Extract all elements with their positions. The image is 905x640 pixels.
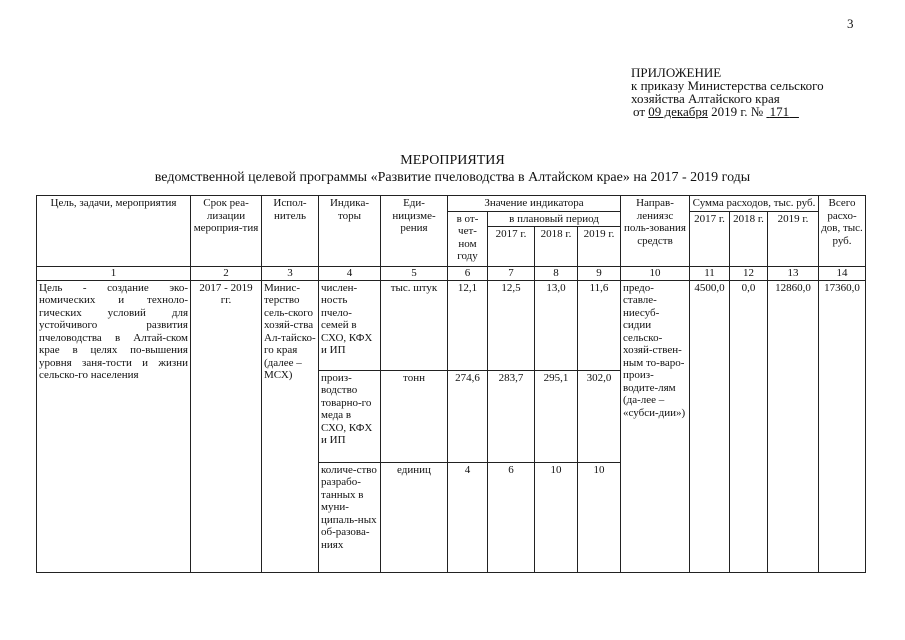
col-number: 2 [191,267,262,281]
indicator-name: числен-ность пчело-семей в СХО, КФХ и ИП [319,280,381,370]
col-number: 13 [768,267,819,281]
indicator-name: произ-водство товарно-го меда в СХО, КФХ и ИП [319,370,381,462]
col-number: 1 [37,267,191,281]
col-number: 5 [381,267,448,281]
header-value-2017: 2017 г. [488,227,535,267]
indicator-unit: тыс. штук [381,280,448,370]
header-reporting-year: в от-чет-ном году [448,211,488,267]
col-number: 10 [621,267,690,281]
appendix-date-line [631,105,824,118]
appendix-line-2: хозяйства Алтайского края [631,91,780,106]
appendix-line-1: к приказу Министерства сельского [631,78,824,93]
header-cost-2017: 2017 г. [690,211,730,267]
page-number: 3 [847,16,854,31]
header-executor: Испол-нитель [262,196,319,267]
indicator-2019: 10 [578,462,621,572]
date-year: 2019 г. № [711,104,764,119]
direction-cell: предо-ставле-ниесуб-сидии сельско-хозяй-ствен-ным то-варо-произ-водите-лям (да-лее – «субси-дии») [621,280,690,572]
indicator-name: количе-ство разрабо-танных в муни-ципаль-ных об-разова-ниях [319,462,381,572]
col-number: 6 [448,267,488,281]
col-number: 4 [319,267,381,281]
cost-2017-cell: 4500,0 [690,280,730,572]
indicator-unit: единиц [381,462,448,572]
cost-2018-cell: 0,0 [730,280,768,572]
header-direction: Направ-лениязс поль-зования средств [621,196,690,267]
document-subtitle: ведомственной целевой программы «Развитие пчеловодства в Алтайском крае» на 2017 - 2019 годы [154,170,751,185]
header-goal: Цель, задачи, мероприятия [37,196,191,267]
date-prefix: от [633,104,646,119]
cost-total-cell: 17360,0 [819,280,866,572]
col-number: 7 [488,267,535,281]
header-cost-2018: 2018 г. [730,211,768,267]
appendix-block [631,66,824,118]
indicator-2017: 6 [488,462,535,572]
document-title: МЕРОПРИЯТИЯ [400,153,505,168]
indicator-2018: 10 [535,462,578,572]
col-number: 8 [535,267,578,281]
order-number: 171 [769,104,790,119]
indicator-2018: 295,1 [535,370,578,462]
header-costs: Сумма расходов, тыс. руб. [690,196,819,212]
header-cost-2019: 2019 г. [768,211,819,267]
header-indicators: Индика-торы [319,196,381,267]
measures-table [36,195,866,573]
header-term: Срок реа-лизации мероприя-тия [191,196,262,267]
header-total: Всего расхо-дов, тыс. руб. [819,196,866,267]
header-value-2019: 2019 г. [578,227,621,267]
executor-cell: Минис-терство сель-ского хозяй-ства Ал-тайско-го края (далее – МСХ) [262,280,319,572]
header-value-2018: 2018 г. [535,227,578,267]
term-cell: 2017 - 2019 гг. [191,280,262,572]
col-number: 11 [690,267,730,281]
header-unit: Еди-ницизме-рения [381,196,448,267]
indicator-reporting: 4 [448,462,488,572]
cost-2019-cell: 12860,0 [768,280,819,572]
indicator-reporting: 12,1 [448,280,488,370]
header-indicator-value: Значение индикатора [448,196,621,212]
date-day-month: 09 декабря [648,104,708,119]
indicator-2019: 302,0 [578,370,621,462]
col-number: 12 [730,267,768,281]
col-number: 14 [819,267,866,281]
header-planned-period: в плановый период [488,211,621,227]
indicator-2017: 12,5 [488,280,535,370]
indicator-reporting: 274,6 [448,370,488,462]
appendix-title: ПРИЛОЖЕНИЕ [631,65,722,80]
indicator-2017: 283,7 [488,370,535,462]
goal-cell: Цель - создание эко-номических и техноло-гических условий для устойчивого развития пчеловодства в Алтай-ском крае в целях по-вышения уровня заня-тости и жизни сельско-го населения [37,280,191,572]
indicator-2018: 13,0 [535,280,578,370]
indicator-unit: тонн [381,370,448,462]
col-number: 3 [262,267,319,281]
col-number: 9 [578,267,621,281]
indicator-2019: 11,6 [578,280,621,370]
